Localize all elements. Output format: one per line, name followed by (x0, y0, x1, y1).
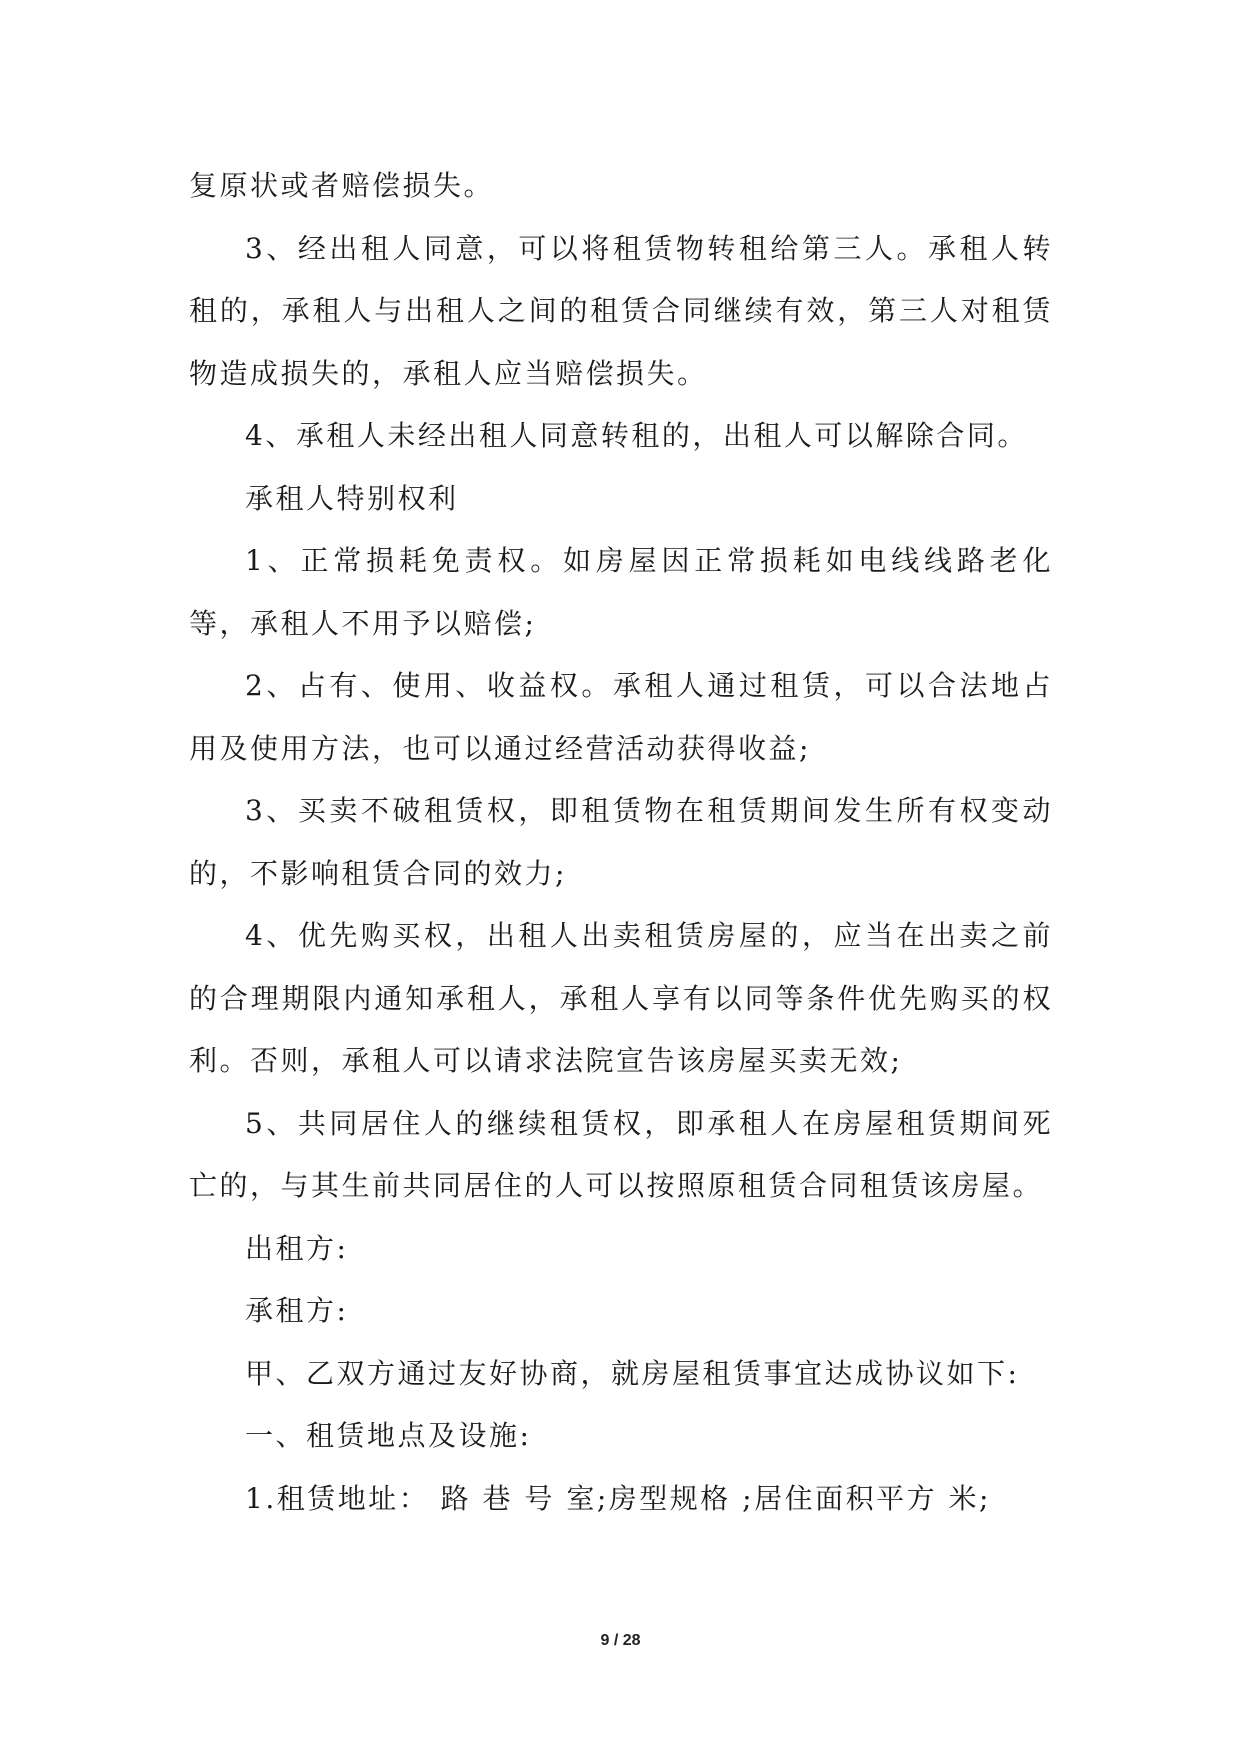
lessee-label: 承租方: (245, 1294, 349, 1327)
lessor-label: 出租方: (245, 1231, 349, 1265)
paragraph: 3、买卖不破租赁权，即租赁物在租赁期间发生所有权变动的，不影响租赁合同的效力; (189, 794, 1053, 890)
section-heading: 一、租赁地点及设施: (245, 1419, 532, 1452)
paragraph: 3、经出租人同意，可以将租赁物转租给第三人。承租人转租的，承租人与出租人之间的租赁合同继续有效，第三人对租赁物造成损失的，承租人应当赔偿损失。 (189, 231, 1053, 390)
paragraph: 4、优先购买权，出租人出卖租赁房屋的，应当在出卖之前的合理期限内通知承租人，承租人享有以同等条件优先购买的权利。否则，承租人可以请求法院宣告该房屋买卖无效; (189, 919, 1053, 1077)
section-heading: 承租人特别权利 (245, 481, 459, 515)
paragraph: 1.租赁地址： 路 巷 号 室;房型规格 ;居住面积平方 米; (245, 1481, 991, 1515)
paragraph: 5、共同居住人的继续租赁权，即承租人在房屋租赁期间死亡的，与其生前共同居住的人可以按照原租赁合同租赁该房屋。 (189, 1106, 1053, 1202)
paragraph: 1、正常损耗免责权。如房屋因正常损耗如电线线路老化等，承租人不用予以赔偿; (189, 544, 1053, 640)
paragraph: 2、占有、使用、收益权。承租人通过租赁，可以合法地占用及使用方法，也可以通过经营活动获得收益; (189, 669, 1053, 765)
document-body (189, 155, 1053, 1530)
paragraph: 4、承租人未经出租人同意转租的，出租人可以解除合同。 (245, 419, 1028, 452)
paragraph: 甲、乙双方通过友好协商，就房屋租赁事宜达成协议如下: (245, 1356, 1020, 1390)
paragraph: 复原状或者赔偿损失。 (189, 169, 495, 202)
page-number: 9 / 28 (600, 1632, 641, 1649)
